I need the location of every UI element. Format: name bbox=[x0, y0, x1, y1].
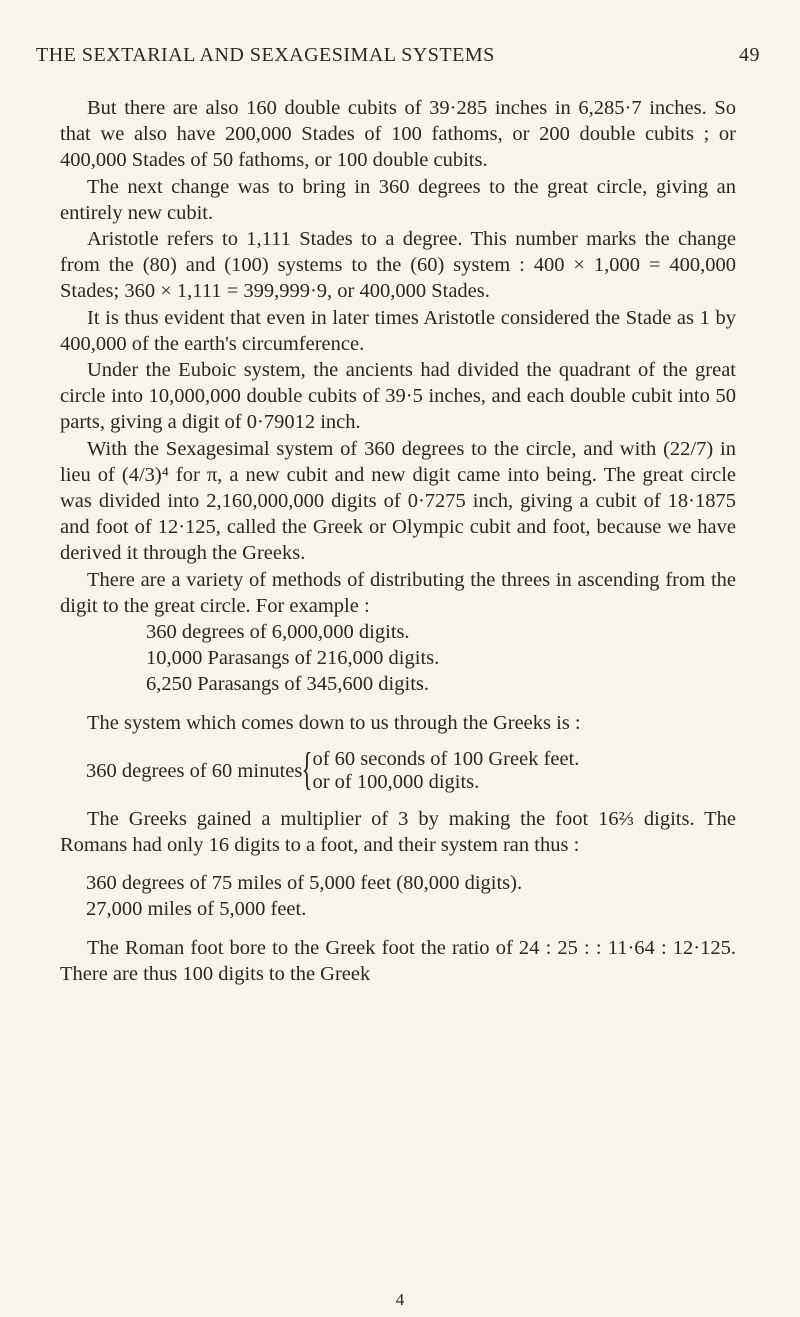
paragraph: The system which comes down to us through the Greeks is : bbox=[87, 711, 581, 734]
paragraph: The next change was to bring in 360 degrees to the great circle, giving an entirely new cubit. bbox=[60, 175, 736, 224]
paragraph: The Roman foot bore to the Greek foot the ratio of 24 : 25 : : 11·64 : 12·125. There are thus 100 digits to the Greek bbox=[60, 936, 736, 985]
example-line: 360 degrees of 6,000,000 digits. bbox=[146, 621, 410, 644]
page-body bbox=[60, 95, 736, 987]
brace-symbol: { bbox=[301, 742, 313, 794]
paragraph: But there are also 160 double cubits of 39·285 inches in 6,285·7 inches. So that we also have 200,000 Stades of 100 fathoms, or 200 double cubits ; or 400,000 Stades of 50 fathoms, or 100 double cubits. bbox=[60, 97, 736, 172]
roman-line: 360 degrees of 75 miles of 5,000 feet (80,000 digits). bbox=[86, 872, 523, 895]
paragraph: Aristotle refers to 1,111 Stades to a degree. This number marks the change from the (80) and (100) systems to the (60) system : 400 × 1,000 = 400,000 Stades; 360 × 1,111 = 399,999·9, or 400,000 Stades. bbox=[60, 228, 736, 303]
paragraph: It is thus evident that even in later times Aristotle considered the Stade as 1 by 400,000 of the earth's circumference. bbox=[60, 306, 736, 355]
paragraph: With the Sexagesimal system of 360 degrees to the circle, and with (22/7) in lieu of (4/3)⁴ for π, a new cubit and new digit came into being. The great circle was divided into 2,160,000,000 digits of 0·7275 inch, giving a cubit of 18·1875 and foot of 12·125, called the Greek or Olympic cubit and foot, because we have derived it through the Greeks. bbox=[60, 437, 736, 565]
paragraph: Under the Euboic system, the ancients had divided the quadrant of the great circle into 10,000,000 double cubits of 39·5 inches, and each double cubit into 50 parts, giving a digit of 0·79012 inch. bbox=[60, 359, 736, 434]
page-number: 49 bbox=[739, 44, 760, 66]
paragraph: The Greeks gained a multiplier of 3 by making the foot 16⅔ digits. The Romans had only 16 digits to a foot, and their system ran thus : bbox=[60, 807, 736, 857]
running-title: THE SEXTARIAL AND SEXAGESIMAL SYSTEMS bbox=[36, 44, 495, 66]
example-line: 6,250 Parasangs of 345,600 digits. bbox=[146, 673, 429, 696]
greek-system-line: or of 100,000 digits. bbox=[312, 770, 480, 793]
roman-line: 27,000 miles of 5,000 feet. bbox=[86, 898, 307, 921]
greek-system bbox=[60, 742, 736, 794]
greek-system-line: of 60 seconds of 100 Greek feet. bbox=[312, 747, 580, 770]
greek-system-left: 360 degrees of 60 minutes bbox=[86, 759, 303, 782]
signature-mark: 4 bbox=[395, 1290, 405, 1309]
example-line: 10,000 Parasangs of 216,000 digits. bbox=[146, 647, 440, 670]
paragraph: There are a variety of methods of distributing the threes in ascending from the digit to the great circle. For example : bbox=[60, 568, 736, 617]
